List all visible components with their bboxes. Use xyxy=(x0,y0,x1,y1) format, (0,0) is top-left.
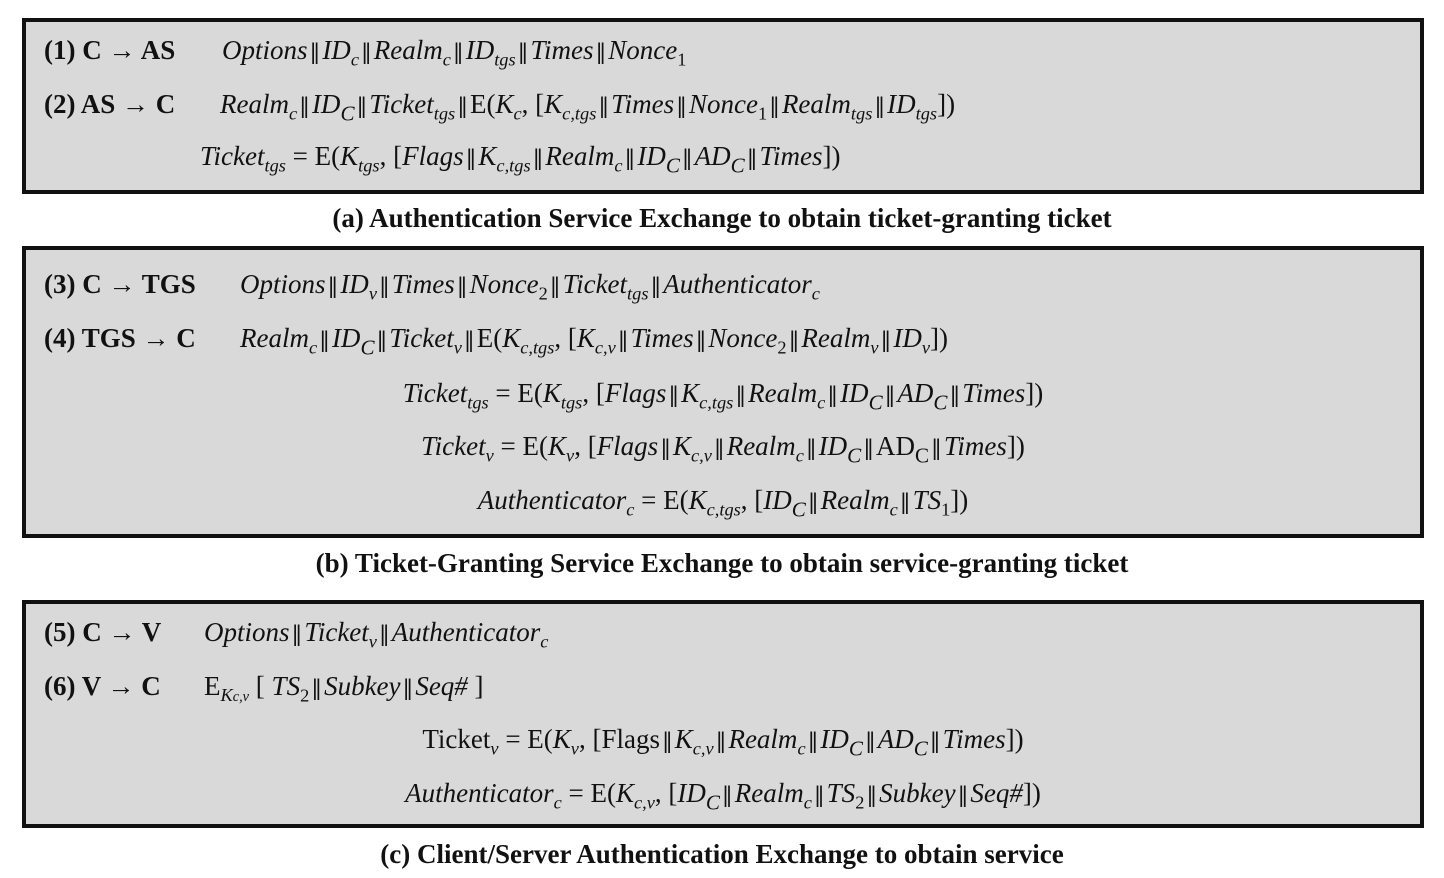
message-label-3: (3) C → TGS xyxy=(44,269,196,299)
exchange-box-a xyxy=(22,18,1424,194)
message-content-4: $Realm_c‖ID_C‖Ticket_v‖E(K_{c,tgs}$, $[K_{c,v}‖Times‖Nonce_2‖Realm_v‖ID_v]$) xyxy=(240,323,948,360)
authenticator-definition-c xyxy=(26,777,1420,815)
ticket-v-definition-c xyxy=(26,723,1420,761)
ticket-v-equation-b: Ticket$_v$ = $E(K_v$, $[Flags‖K_{c,v}‖Realm_c‖ID_C‖AD_C‖Times]$) xyxy=(421,431,1025,468)
authenticator-equation-b: Authenticator$_c$ = $E(K_{c,tgs}$, $[ID_C‖Realm_c‖TS_1]$) xyxy=(477,485,969,522)
ticket-tgs-definition-b xyxy=(26,377,1420,415)
message-content-6: $E_{Kc,v}$ [ $TS_2‖Subkey‖Seq\#$ ] xyxy=(204,671,484,706)
caption-a: (a) Authentication Service Exchange to obtain ticket-granting ticket xyxy=(332,203,1112,233)
exchange-box-b xyxy=(22,246,1424,538)
message-content-1: $Options‖ID_c‖Realm_c‖ID_{tgs}‖Times‖Nonce_1$ xyxy=(222,35,687,70)
caption-c: (c) Client/Server Authentication Exchange to obtain service xyxy=(380,839,1064,869)
exchange-box-c xyxy=(22,600,1424,828)
message-content-2: $Realm_c‖ID_C‖Ticket_{tgs}‖E(K_c$, $[K_{c,tgs}‖Times‖Nonce_1‖Realm_{tgs}‖ID_{tgs}]$) xyxy=(220,89,956,126)
message-label-5: (5) C → V xyxy=(44,617,162,647)
message-content-5: Options‖Ticket$_v$‖Authenticator$_c$ xyxy=(204,617,549,652)
message-label-4: (4) TGS → C xyxy=(44,323,196,353)
message-label-2: (2) AS → C xyxy=(44,89,176,119)
ticket-v-definition-b xyxy=(26,430,1420,468)
caption-b: (b) Ticket-Granting Service Exchange to obtain service-granting ticket xyxy=(315,548,1129,578)
authenticator-definition-b xyxy=(26,484,1420,522)
ticket-tgs-equation-b: Ticket$_{tgs}$ = $E(K_{tgs}$, $[Flags‖K_{c,tgs}‖Realm_c‖ID_C‖AD_C‖Times]$) xyxy=(402,378,1044,415)
ticket-v-equation-c: Ticket$_v$ = $E(K_v$, $[Flags‖K_{c,v}‖Realm_c‖ID_C‖AD_C‖Times]$) xyxy=(422,724,1024,761)
message-label-1: (1) C → AS xyxy=(44,35,176,65)
ticket-tgs-equation: Ticket$_{tgs}$ = $E(K_{tgs}$, $[Flags‖K_{c,tgs}‖Realm_c‖ID_C‖AD_C‖Times]$) xyxy=(200,141,841,178)
message-label-6: (6) V → C xyxy=(44,671,161,701)
message-content-3: $Options‖ID_v‖Times‖Nonce_2‖Ticket_{tgs}‖Authenticator_c$ xyxy=(240,269,820,304)
authenticator-equation-c: Authenticator$_c$ = $E(K_{c,v}$, $[ID_C‖Realm_c‖TS_2‖Subkey‖Seq\#]$) xyxy=(405,778,1041,815)
